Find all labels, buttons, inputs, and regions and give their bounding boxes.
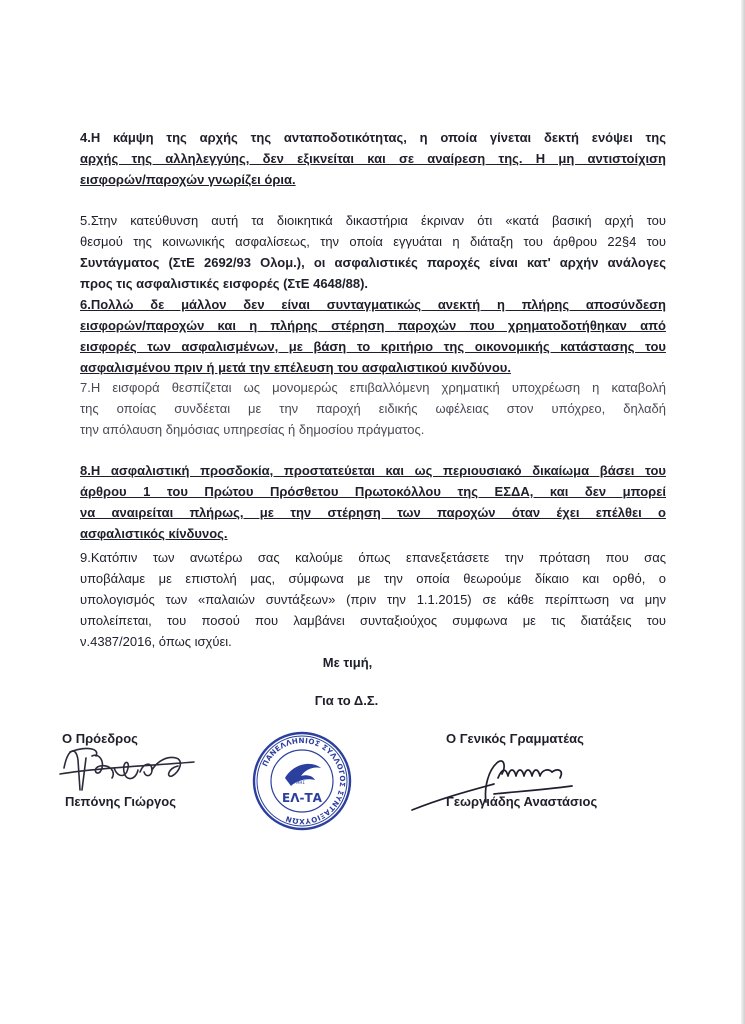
paragraph-4	[80, 127, 666, 190]
president-title: Ο Πρόεδρος	[62, 731, 138, 746]
paragraph-7-line-2: της οποίας συνδέεται με την παροχή ειδικής ωφέλειας στον υπόχρεο, δηλαδή	[80, 401, 666, 416]
paragraph-6	[80, 294, 666, 378]
closing-regards: Με τιμή,	[322, 655, 373, 670]
paragraph-8-line-1: 8.Η ασφαλιστική προσδοκία, προστατεύεται και ως περιουσιακό δικαίωμα βάσει του	[80, 463, 666, 478]
paragraph-5-line-2: θεσμού της κοινωνικής ασφαλίσεως, την οποία εγγυάται η διάταξη του άρθρου 22§4 του	[80, 234, 666, 249]
paragraph-7	[80, 377, 666, 440]
paragraph-5-line-1: 5.Στην κατεύθυνση αυτή τα διοικητικά δικαστήρια έκριναν ότι «κατά βασική αρχή του	[80, 213, 666, 228]
paragraph-8-line-3: να αναιρείται πλήρως, με την στέρηση των παροχών όταν έχει επέλθει ο	[80, 505, 666, 520]
paragraph-5-line-3: Συντάγματος (ΣτΕ 2692/93 Ολομ.), οι ασφαλιστικές παροχές είναι κατ' αρχήν ανάλογες	[80, 255, 666, 270]
stamp-center-small: ΕΡΜΗΣ	[291, 780, 305, 785]
paragraph-6-line-3: εισφορές των ασφαλισμένων, με βάση το κριτήριο της οικονομικής κατάστασης του	[80, 339, 666, 354]
paragraph-9-line-3: υπολογισμός των «παλαιών συντάξεων» (πριν την 1.1.2015) σε κάθε περίπτωση να μην	[80, 592, 666, 607]
paragraph-9	[80, 547, 666, 652]
secretary-title: Ο Γενικός Γραμματέας	[446, 731, 584, 746]
secretary-signature	[402, 750, 587, 820]
paragraph-7-line-1: 7.Η εισφορά θεσπίζεται ως μονομερώς επιβαλλόμενη χρηματική υποχρέωση η καταβολή	[80, 380, 666, 395]
president-signature	[56, 738, 198, 798]
paragraph-4-line-2: αρχής της αλληλεγγύης, δεν εξικνείται και σε αναίρεση της. Η μη αντιστοίχιση	[80, 151, 666, 166]
closing-on-behalf: Για το Δ.Σ.	[314, 693, 379, 708]
paragraph-6-line-2: εισφορών/παροχών και η πλήρης στέρηση παροχών που χρηματοδοτήθηκαν από	[80, 318, 666, 333]
paragraph-9-line-1: 9.Κατόπιν των ανωτέρω σας καλούμε όπως επανεξετάσετε την πρόταση που σας	[80, 550, 666, 565]
paragraph-7-line-3: την απόλαυση δημόσιας υπηρεσίας ή δημοσίου πράγματος.	[80, 422, 425, 437]
paragraph-8-line-4: ασφαλιστικός κίνδυνος.	[80, 526, 228, 541]
page-edge-shadow	[741, 0, 745, 1024]
paragraph-9-line-2: υποβάλαμε με επιστολή μας, σύμφωνα με την οποία θεωρούμε δίκαιο και ορθό, ο	[80, 571, 666, 586]
paragraph-4-line-3: εισφορών/παροχών γνωρίζει όρια.	[80, 172, 296, 187]
paragraph-9-line-5: ν.4387/2016, όπως ισχύει.	[80, 634, 232, 649]
paragraph-8-line-2: άρθρου 1 του Πρώτου Πρόσθετου Πρωτοκόλλου της ΕΣΔΑ, και δεν μπορεί	[80, 484, 666, 499]
paragraph-6-line-4: ασφαλισμένου πριν ή μετά την επέλευση του ασφαλιστικού κινδύνου.	[80, 360, 511, 375]
paragraph-6-line-1: 6.Πολλώ δε μάλλον δεν είναι συνταγματικώς ανεκτή η πλήρης αποσύνδεση	[80, 297, 666, 312]
secretary-name: Γεωργιάδης Αναστάσιος	[446, 794, 598, 809]
paragraph-8	[80, 460, 666, 544]
paragraph-5	[80, 210, 666, 294]
association-stamp	[251, 730, 353, 832]
president-name: Πεπόνης Γιώργος	[65, 794, 176, 809]
paragraph-4-line-1: 4.Η κάμψη της αρχής της ανταποδοτικότητας, η οποία γίνεται δεκτή ενόψει της	[80, 130, 666, 145]
paragraph-9-line-4: υπολείπεται, του ποσού που λαμβάνει συνταξιούχος συμφωνα με τις διατάξεις του	[80, 613, 666, 628]
paragraph-5-line-4: προς τις ασφαλιστικές εισφορές (ΣτΕ 4648/88).	[80, 276, 369, 291]
stamp-ring-text: ΠΑΝΕΛΛΗΝΙΟΣ ΣΥΛΛΟΓΟΣ ΣΥΝΤΑΞΙΟΥΧΩΝ	[260, 735, 348, 827]
stamp-center-text: ΕΛ-ΤΑ	[282, 791, 322, 805]
